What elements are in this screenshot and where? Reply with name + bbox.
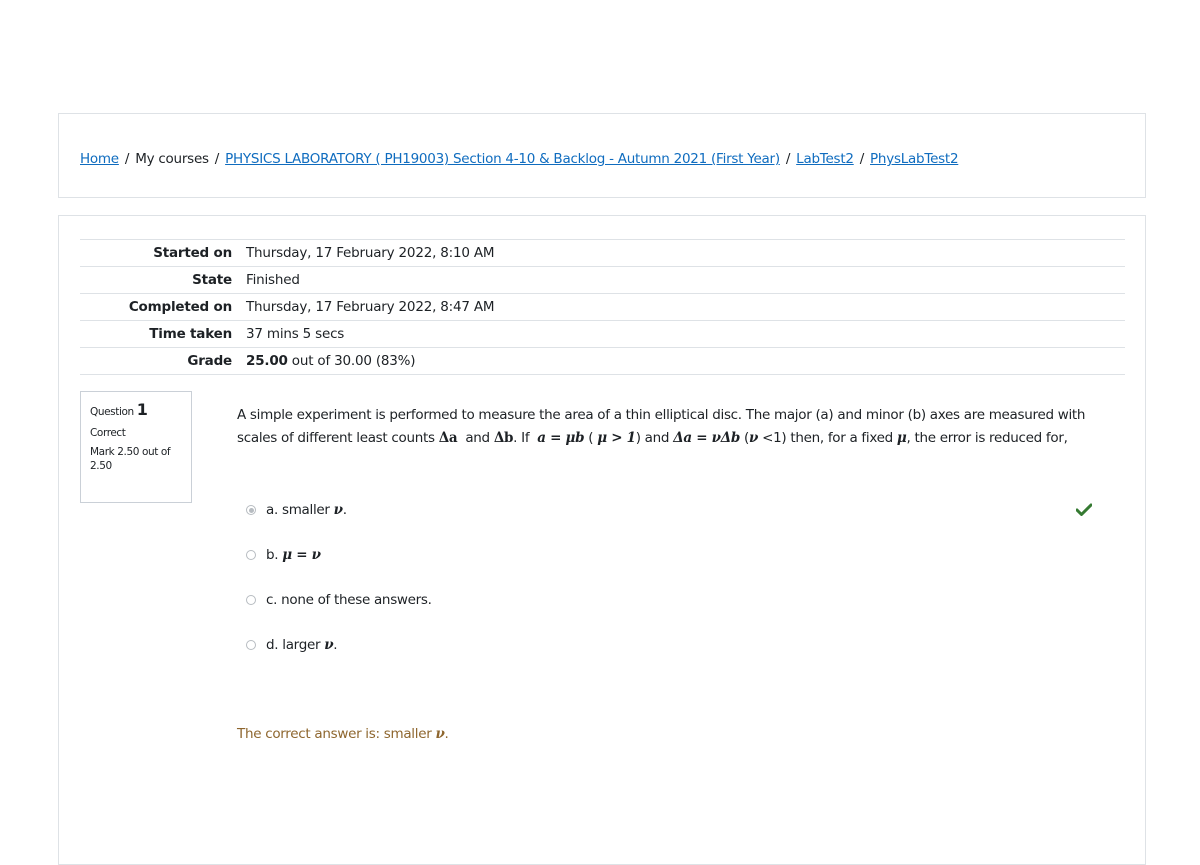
breadcrumb-separator: / — [124, 151, 130, 167]
answer-option-d[interactable] — [246, 637, 337, 653]
summary-label: State — [192, 272, 232, 288]
answer-label: d. larger — [266, 637, 321, 653]
summary-value: 37 mins 5 secs — [246, 326, 345, 342]
question-status: Correct — [90, 426, 126, 439]
answer-suffix: . — [333, 637, 338, 653]
answer-option-c[interactable] — [246, 592, 432, 608]
radio-icon[interactable] — [246, 595, 256, 605]
qtext-part: A simple experiment is performed to measure the area of a thin elliptical disc. The major (a) and minor (b) axes are measured with scales of different least counts — [237, 407, 1086, 446]
qtext-part: ( — [588, 430, 594, 446]
qtext-part: ( — [744, 430, 749, 446]
summary-label: Completed on — [128, 299, 232, 315]
question-mark: Mark 2.50 out of 2.50 — [90, 446, 171, 473]
summary-label: Grade — [187, 353, 232, 369]
answer-option-a[interactable] — [246, 502, 347, 518]
breadcrumb-panel — [58, 113, 1146, 198]
answer-math: μ = ν — [282, 547, 321, 563]
qtext-part: , the error is reduced for, — [906, 430, 1068, 446]
summary-value — [239, 348, 1125, 375]
grade-score: 25.00 — [246, 353, 288, 369]
question-label: Question — [90, 406, 134, 418]
question-number-value: 1 — [136, 400, 148, 419]
math-expr: Δa — [438, 430, 458, 446]
answer-math: ν — [324, 637, 334, 653]
qtext-part: . If — [513, 430, 530, 446]
answer-math: ν — [333, 502, 343, 518]
breadcrumb-quiz-link[interactable]: PhysLabTest2 — [870, 151, 959, 167]
summary-value: Thursday, 17 February 2022, 8:47 AM — [246, 299, 495, 315]
attempt-summary-table — [80, 239, 1125, 375]
answer-suffix: . — [342, 502, 347, 518]
qtext-part: <1) then, for a fixed — [762, 430, 893, 446]
answer-label: a. smaller — [266, 502, 330, 518]
summary-row-started — [80, 240, 1125, 267]
breadcrumb-separator: / — [859, 151, 865, 167]
breadcrumb — [80, 151, 958, 167]
feedback-math: ν — [435, 726, 445, 742]
breadcrumb-home-link[interactable]: Home — [80, 151, 119, 167]
summary-value: Finished — [246, 272, 300, 288]
summary-value: Thursday, 17 February 2022, 8:10 AM — [246, 245, 495, 261]
radio-icon[interactable] — [246, 640, 256, 650]
summary-row-state — [80, 267, 1125, 294]
question-number — [90, 400, 182, 421]
question-info-box — [80, 391, 192, 503]
answer-label: c. none of these answers. — [266, 592, 432, 608]
summary-row-time-taken — [80, 321, 1125, 348]
breadcrumb-separator: / — [214, 151, 220, 167]
answer-option-b[interactable] — [246, 547, 321, 563]
math-expr: Δa = νΔb — [673, 430, 741, 446]
breadcrumb-course-link[interactable]: PHYSICS LABORATORY ( PH19003) Section 4-10 & Backlog - Autumn 2021 (First Year) — [225, 151, 780, 167]
math-expr: ν — [748, 430, 759, 446]
feedback-text: The correct answer is: smaller — [237, 726, 432, 742]
math-expr: μ > 1 — [597, 430, 636, 446]
correct-answer-feedback — [237, 726, 449, 742]
math-expr: μ — [896, 430, 907, 446]
answer-label: b. — [266, 547, 279, 563]
grade-rest: out of 30.00 (83%) — [291, 353, 416, 369]
summary-row-grade — [80, 348, 1125, 375]
feedback-suffix: . — [444, 726, 449, 742]
math-expr: a = μb — [537, 430, 585, 446]
breadcrumb-my-courses: My courses — [135, 151, 209, 167]
qtext-part: and — [465, 430, 490, 446]
radio-icon[interactable] — [246, 550, 256, 560]
check-icon — [1076, 501, 1092, 520]
qtext-part: ) and — [635, 430, 670, 446]
radio-selected-icon[interactable] — [246, 505, 256, 515]
math-expr: Δb — [493, 430, 514, 446]
quiz-review-panel — [58, 215, 1146, 865]
question-text — [237, 404, 1107, 450]
summary-row-completed — [80, 294, 1125, 321]
summary-label: Time taken — [149, 326, 232, 342]
summary-label: Started on — [153, 245, 232, 261]
breadcrumb-separator: / — [785, 151, 791, 167]
breadcrumb-labtest-link[interactable]: LabTest2 — [796, 151, 854, 167]
